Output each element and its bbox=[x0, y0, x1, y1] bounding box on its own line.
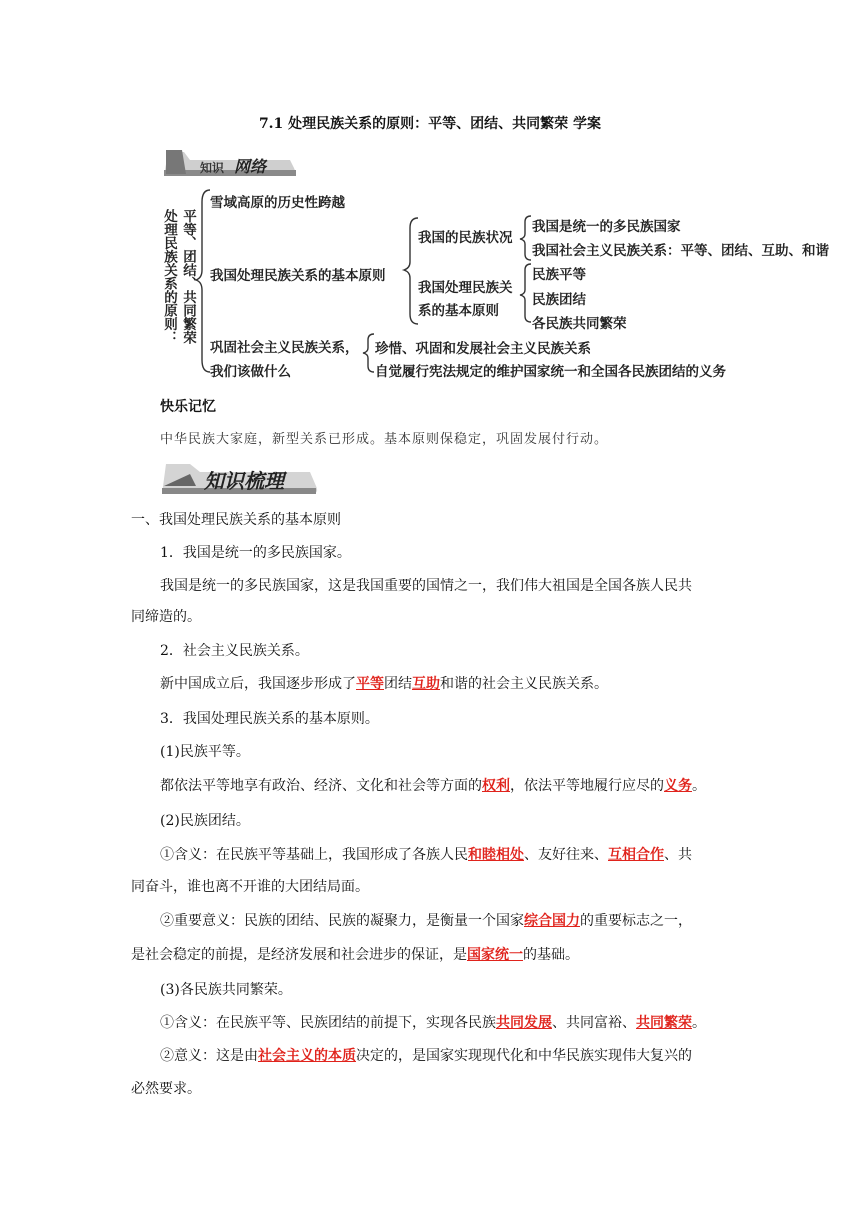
map-branch-2b: 系的基本原则 bbox=[418, 303, 499, 319]
paragraph: ①含义：在民族平等基础上，我国形成了各族人民和睦相处、友好往来、互相合作、共 bbox=[160, 847, 692, 863]
knowledge-summary-banner bbox=[160, 460, 325, 494]
map-root-text: 处理民族关系的原则： bbox=[161, 209, 177, 344]
knowledge-map bbox=[160, 182, 850, 382]
keyword: 社会主义的本质 bbox=[258, 1048, 356, 1064]
svg-text:知识: 知识 bbox=[200, 161, 225, 175]
memo-text: 中华民族大家庭，新型关系已形成。基本原则保稳定，巩固发展付行动。 bbox=[160, 432, 609, 447]
map-leaf: 民族团结 bbox=[532, 292, 586, 308]
keyword: 国家统一 bbox=[467, 947, 523, 963]
map-leaf: 我国是统一的多民族国家 bbox=[532, 219, 681, 235]
svg-text:知识梳理: 知识梳理 bbox=[204, 469, 284, 493]
map-branch-2a: 我国的民族状况 bbox=[418, 230, 513, 246]
paragraph: 必然要求。 bbox=[131, 1081, 201, 1097]
sub-heading: 2．社会主义民族关系。 bbox=[160, 643, 309, 659]
map-leaf: 各民族共同繁荣 bbox=[532, 316, 627, 332]
paragraph: ②意义：这是由社会主义的本质决定的，是国家实现现代化和中华民族实现伟大复兴的 bbox=[160, 1048, 692, 1064]
keyword: 综合国力 bbox=[524, 913, 580, 929]
map-branch-3: 我们该做什么 bbox=[210, 364, 291, 380]
map-leaf: 我国社会主义民族关系：平等、团结、互助、和谐 bbox=[532, 243, 829, 259]
sub-heading: (3)各民族共同繁荣。 bbox=[160, 982, 292, 998]
paragraph: 都依法平等地享有政治、经济、文化和社会等方面的权利，依法平等地履行应尽的义务。 bbox=[160, 778, 706, 794]
keyword: 互助 bbox=[412, 676, 440, 692]
map-leaf: 珍惜、巩固和发展社会主义民族关系 bbox=[375, 341, 591, 357]
map-branch-1: 雪域高原的历史性跨越 bbox=[210, 195, 345, 211]
section-heading: 一、我国处理民族关系的基本原则 bbox=[131, 512, 341, 528]
keyword: 义务 bbox=[664, 778, 692, 794]
keyword: 权利 bbox=[482, 778, 510, 794]
keyword: 共同繁荣 bbox=[636, 1015, 692, 1031]
sub-heading: (2)民族团结。 bbox=[160, 813, 250, 829]
keyword: 共同发展 bbox=[496, 1015, 552, 1031]
paragraph: 同奋斗，谁也离不开谁的大团结局面。 bbox=[131, 879, 369, 895]
sub-heading: 1．我国是统一的多民族国家。 bbox=[160, 545, 351, 561]
keyword: 互相合作 bbox=[608, 847, 664, 863]
map-root-text-2: 平等、团结、共同繁荣 bbox=[180, 209, 196, 344]
sub-heading: 3．我国处理民族关系的基本原则。 bbox=[160, 711, 379, 727]
svg-text:网络: 网络 bbox=[234, 157, 267, 176]
paragraph: 同缔造的。 bbox=[131, 609, 201, 625]
paragraph: 是社会稳定的前提，是经济发展和社会进步的保证，是国家统一的基础。 bbox=[131, 947, 579, 963]
map-branch-2: 我国处理民族关系的基本原则 bbox=[210, 268, 386, 284]
paragraph: ②重要意义：民族的团结、民族的凝聚力，是衡量一个国家综合国力的重要标志之一， bbox=[160, 913, 692, 929]
sub-heading: (1)民族平等。 bbox=[160, 744, 250, 760]
keyword: 平等 bbox=[356, 676, 384, 692]
paragraph: 我国是统一的多民族国家，这是我国重要的国情之一，我们伟大祖国是全国各族人民共 bbox=[160, 578, 692, 594]
map-branch-2b: 我国处理民族关 bbox=[418, 280, 513, 296]
map-leaf: 民族平等 bbox=[532, 267, 586, 283]
keyword: 和睦相处 bbox=[468, 847, 524, 863]
memo-heading: 快乐记忆 bbox=[160, 399, 216, 415]
page-title: 7.1 处理民族关系的原则：平等、团结、共同繁荣 学案 bbox=[258, 116, 602, 132]
knowledge-network-banner bbox=[160, 146, 300, 180]
paragraph: ①含义：在民族平等、民族团结的前提下，实现各民族共同发展、共同富裕、共同繁荣。 bbox=[160, 1015, 706, 1031]
map-leaf: 自觉履行宪法规定的维护国家统一和全国各民族团结的义务 bbox=[375, 364, 726, 380]
map-branch-3: 巩固社会主义民族关系， bbox=[210, 340, 359, 356]
paragraph: 新中国成立后，我国逐步形成了平等团结互助和谐的社会主义民族关系。 bbox=[160, 676, 608, 692]
